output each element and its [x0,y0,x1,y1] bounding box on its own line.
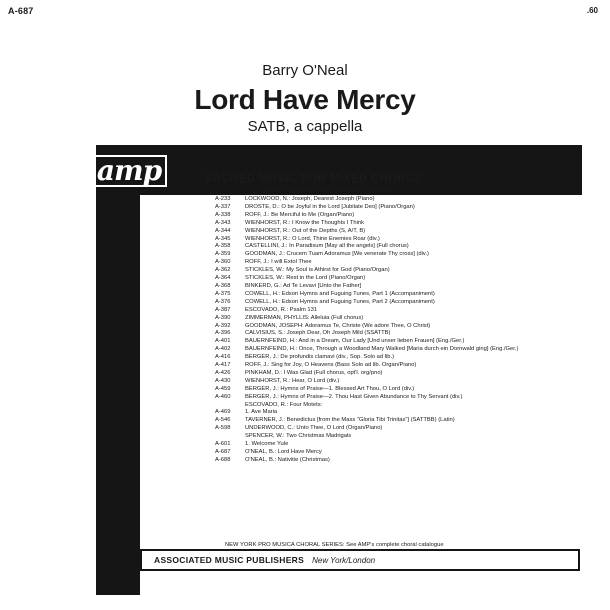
piece-title: Lord Have Mercy [194,84,416,115]
catalog-list [215,196,595,465]
list-item [215,354,595,362]
item-number: A-360 [215,259,231,266]
item-text: ROFF, J.: I will Extol Thee [245,259,312,266]
item-number: A-233 [215,196,231,202]
listing-subheading: (SATB a cappella, unless otherwise indicated) [262,187,395,194]
publisher-logo [98,155,160,187]
item-number: A-359 [215,251,231,258]
list-item [215,299,595,307]
item-number: A-430 [215,377,231,384]
item-number: A-345 [215,235,231,242]
list-item [215,330,595,338]
list-item [215,243,595,251]
item-text: BAUERNFEIND, H.: Once, Through a Woodland Mary Walked [Maria durch ein Dornwald ging] (Eng./Ger.) [245,346,519,353]
item-number: A-401 [215,338,231,345]
list-item [215,212,595,220]
item-number: A-546 [215,417,231,424]
item-number: A-337 [215,203,231,210]
item-text: 1. Ave Maria [245,409,278,416]
list-item [215,362,595,370]
item-number: A-387 [215,306,231,313]
list-item [215,275,595,283]
item-text: BERGER, J.: Hymns of Praise—1. Blessed Art Thou, O Lord (div.) [245,385,415,392]
item-text: 1. Welcome Yule [245,441,289,448]
item-number: A-362 [215,267,231,274]
item-text: ROFF, J.: Be Merciful to Me (Organ/Piano) [245,211,355,218]
item-number [215,433,245,441]
list-item [215,323,595,331]
list-item [215,220,595,228]
item-text: WIENHORST, R.: Out of the Depths (S, A/T, B) [245,227,366,234]
list-item [215,394,595,402]
list-item [215,291,595,299]
list-item [215,259,595,267]
item-number: A-469 [215,409,231,416]
series-note: NEW YORK PRO MUSICA CHORAL SERIES: See AMP's complete choral catalogue [225,542,444,548]
list-item [215,338,595,346]
list-item [215,315,595,323]
item-number: A-376 [215,298,231,305]
list-item [215,251,595,259]
item-number: A-687 [215,449,231,455]
item-text: STICKLES, W.: Rest in the Lord (Piano/Organ) [245,275,366,282]
item-text: CALVISIUS, S.: Joseph Dear, Oh Joseph Mild (SSATTB) [245,330,391,337]
list-item [215,267,595,275]
composer-name: Barry O'Neal [262,62,348,79]
item-text: TAVERNER, J.: Benedictus [from the Mass "Gloria Tibi Trinitas"] (SATTBB) (Latin) [245,417,455,424]
logo-text: amp [91,155,167,187]
item-number: A-392 [215,322,231,329]
list-item [215,409,595,417]
item-number: A-368 [215,282,231,289]
item-text: SPENCER, W.: Two Christmas Madrigals [245,433,352,440]
item-text: WIENHORST, R.: Hear, O Lord (div.) [245,377,340,384]
list-item [215,196,595,204]
list-item [215,346,595,354]
item-text: PINKHAM, D.: I Was Glad (Full chorus, opt'l. org/pno) [245,369,383,376]
item-text: COWELL, H.: Edson Hymns and Fuguing Tunes, Part 1 (Accompaniment) [245,290,435,297]
list-item [215,441,595,449]
listing-heading: SACRED MUSIC FOR MIXED CHORUS [205,173,423,185]
item-text: DROSTE, D.: O be Joyful in the Lord [Jubilate Deo] (Piano/Organ) [245,203,415,210]
item-number: A-358 [215,243,231,250]
item-text: COWELL, H.: Edson Hymns and Fuguing Tunes, Part 2 (Accompaniment) [245,298,435,305]
item-text: O'NEAL, B.: Nativitie (Christmas) [245,456,330,463]
item-number: A-688 [215,456,231,463]
item-text: GOODMAN, JOSEPH: Adoramus Te, Christe (We adore Thee, O Christ) [245,322,431,329]
item-number: A-459 [215,385,231,392]
publisher-location: New York/London [312,555,376,565]
item-text: UNDERWOOD, C.: Unto Thee, O Lord (Organ/Piano) [245,425,383,432]
list-item [215,457,595,465]
item-text: ESCOVADO, R.: Four Motets: [245,401,323,408]
price: .60 [586,6,598,15]
list-item [215,378,595,386]
item-text: ESCOVADO, R.: Psalm 131 [245,306,318,313]
item-text: CASTELLINI, J.: In Paradisum [May all the angels] (Full chorus) [245,243,409,250]
item-text: O'NEAL, B.: Lord Have Mercy [245,449,322,455]
item-text: BERGER, J.: Hymns of Praise—2. Thou Hast Given Abundance to Thy Servant (div.) [245,393,463,400]
list-item [215,402,595,410]
item-text: LOCKWOOD, N.: Joseph, Dearest Joseph (Piano) [245,196,375,202]
black-side-stripe [96,195,140,595]
item-text: WIENHORST, R.: O Lord, Thine Enemies Roar (div.) [245,235,380,242]
item-number: A-426 [215,369,231,376]
list-item [215,283,595,291]
item-number: A-417 [215,362,231,369]
list-item [215,228,595,236]
catalog-number: A-687 [8,6,34,16]
item-text: GOODMAN, J.: Crucem Tuam Adoramus [We venerate Thy cross] (div.) [245,251,429,258]
voicing: SATB, a cappella [247,118,363,135]
list-item [215,417,595,425]
item-text: WIENHORST, R.: I Know the Thoughts I Think [245,219,364,226]
list-item [215,433,595,441]
item-text: ZIMMERMAN, PHYLLIS: Alleluia (Full chorus) [245,314,364,321]
item-text: BERGER, J.: De profundis clamavi (div., Sop. Solo ad lib.) [245,354,395,361]
item-number: A-396 [215,330,231,337]
list-item [215,425,595,433]
item-number: A-460 [215,393,231,400]
item-number: A-344 [215,227,231,234]
list-item [215,204,595,212]
item-number: A-364 [215,275,231,282]
list-item [215,449,595,457]
list-item [215,386,595,394]
list-item [215,307,595,315]
item-text: BINKERD, G.: Ad Te Levavi [Unto the Father] [245,282,362,289]
list-item [215,236,595,244]
item-text: ROFF, J.: Sing for Joy, O Heavens (Bass Solo ad lib. Organ/Piano) [245,362,417,369]
item-number: A-390 [215,314,231,321]
item-number: A-375 [215,290,231,297]
item-number: A-343 [215,219,231,226]
item-number: A-416 [215,354,231,361]
list-item [215,370,595,378]
item-number: A-601 [215,441,231,448]
publisher-name: ASSOCIATED MUSIC PUBLISHERS [154,555,305,565]
item-number [215,402,245,410]
item-number: A-338 [215,211,231,218]
publisher-box [140,549,580,571]
item-number: A-598 [215,425,231,432]
item-text: BAUERNFEIND, H.: And in a Dream, Our Lady [Und unser lieben Frauen] (Eng./Ger.) [245,338,465,345]
item-number: A-402 [215,346,231,353]
item-text: STICKLES, W.: My Soul is Athirst for God (Piano/Organ) [245,267,390,274]
